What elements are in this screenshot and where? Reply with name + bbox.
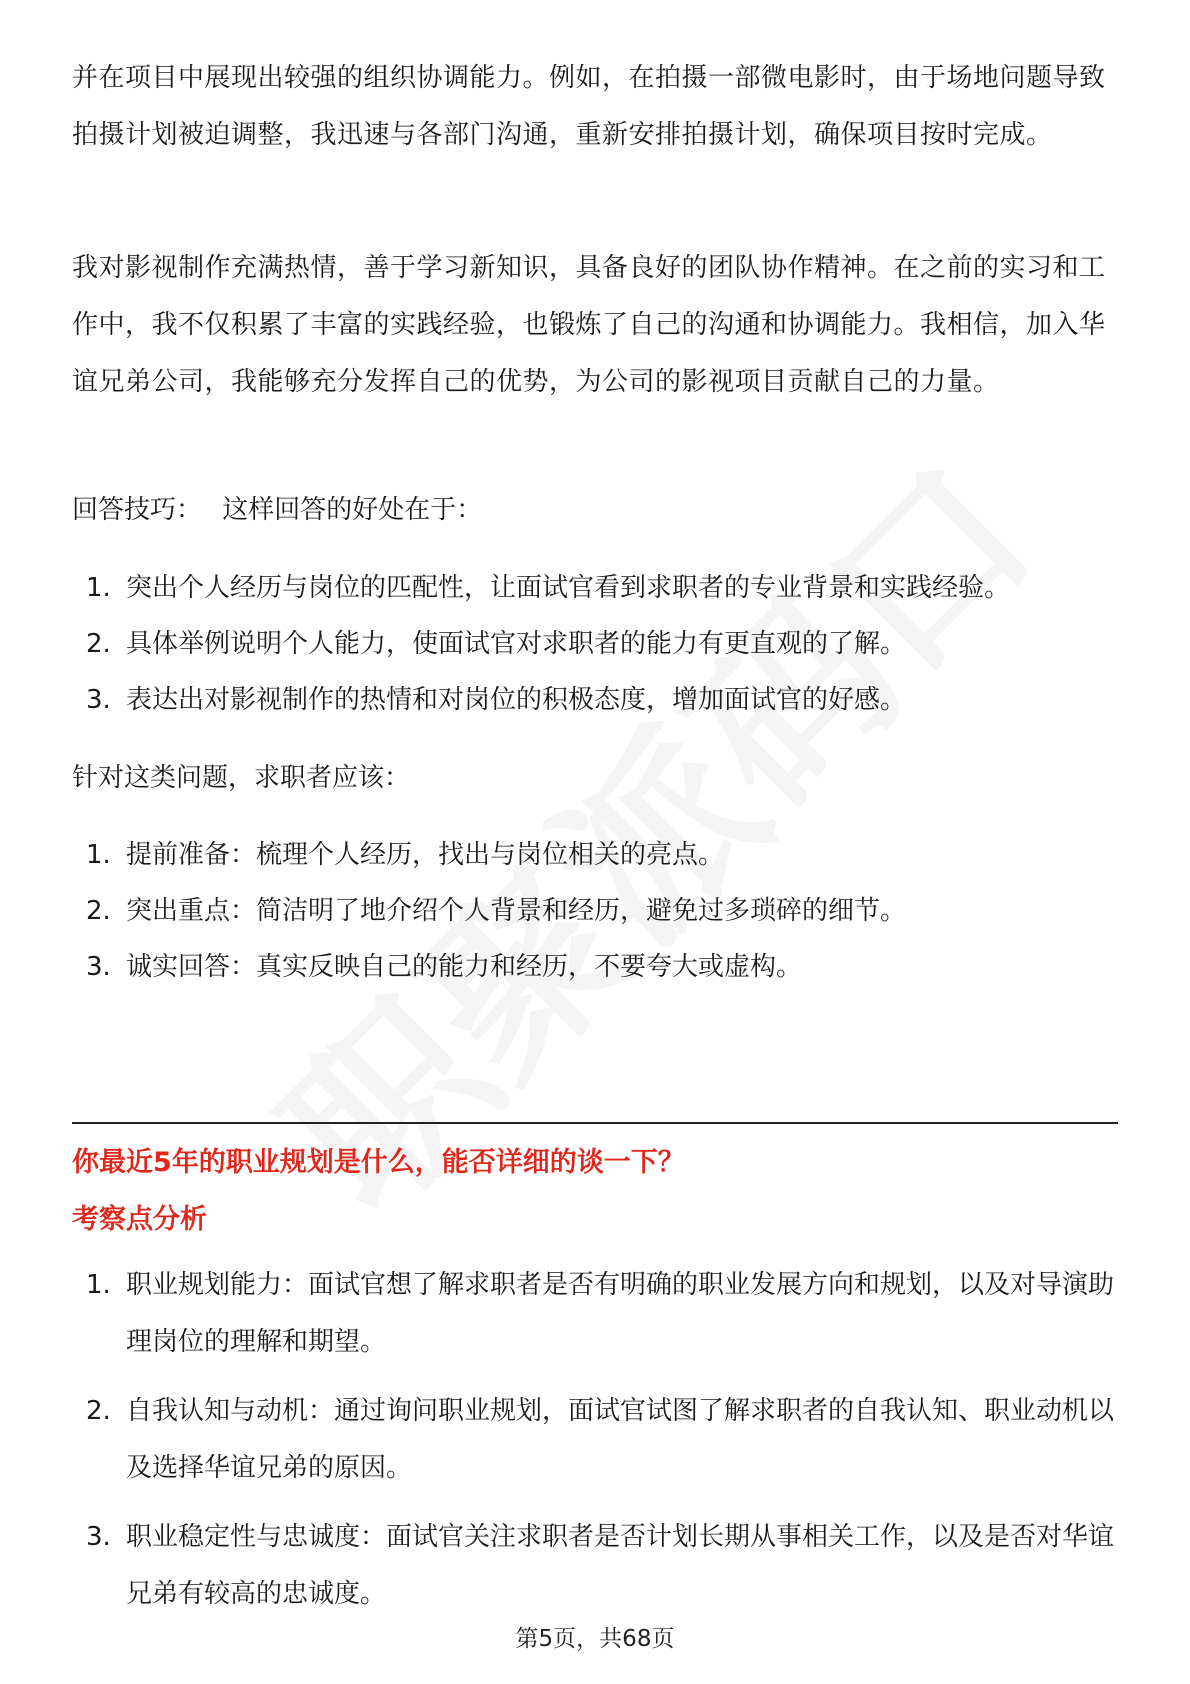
list-number: 1. [86, 573, 111, 603]
list-text: 具体举例说明个人能力，使面试官对求职者的能力有更直观的了解。 [126, 629, 907, 659]
list-text: 诚实回答：真实反映自己的能力和经历，不要夸大或虚构。 [126, 952, 803, 982]
list-number: 3. [86, 952, 111, 982]
list-text: 自我认知与动机：通过询问职业规划，面试官试图了解求职者的自我认知、职业动机以及选择华谊兄弟的原因。 [126, 1396, 1115, 1483]
advice-intro: 针对这类问题，求职者应该： [72, 763, 411, 793]
tips-label: 回答技巧： [72, 495, 203, 525]
paragraph-passion: 我对影视制作充满热情，善于学习新知识，具备良好的团队协作精神。在之前的实习和工作中，我不仅积累了丰富的实践经验，也锻炼了自己的沟通和协调能力。我相信，加入华谊兄弟公司，我能够充分发挥自己的优势，为公司的影视项目贡献自己的力量。 [72, 253, 1106, 397]
advice-list [72, 827, 1117, 995]
list-item [72, 616, 1117, 672]
list-text: 职业稳定性与忠诚度：面试官关注求职者是否计划长期从事相关工作，以及是否对华谊兄弟有较高的忠诚度。 [126, 1522, 1115, 1609]
list-item [72, 883, 1117, 939]
tips-list [72, 560, 1117, 728]
list-text: 表达出对影视制作的热情和对岗位的积极态度，增加面试官的好感。 [126, 685, 907, 715]
tips-heading [72, 490, 482, 530]
list-item [72, 1257, 1117, 1371]
paragraph-experience: 并在项目中展现出较强的组织协调能力。例如，在拍摄一部微电影时，由于场地问题导致拍摄计划被迫调整，我迅速与各部门沟通，重新安排拍摄计划，确保项目按时完成。 [72, 63, 1106, 150]
list-item [72, 1509, 1117, 1623]
list-number: 2. [86, 1396, 111, 1426]
list-text: 突出重点：简洁明了地介绍个人背景和经历，避免过多琐碎的细节。 [126, 896, 907, 926]
list-item [72, 560, 1117, 616]
question-title: 你最近5年的职业规划是什么，能否详细的谈一下？ [72, 1147, 685, 1178]
page-number: 第5页，共68页 [515, 1626, 675, 1652]
analysis-title: 考察点分析 [72, 1204, 207, 1235]
tips-intro: 这样回答的好处在于： [222, 495, 483, 525]
list-text: 提前准备：梳理个人经历，找出与岗位相关的亮点。 [126, 840, 725, 870]
list-item [72, 1383, 1117, 1497]
list-item [72, 827, 1117, 883]
analysis-list [72, 1257, 1117, 1635]
list-number: 1. [86, 840, 111, 870]
list-number: 1. [86, 1270, 111, 1300]
list-text: 突出个人经历与岗位的匹配性，让面试官看到求职者的专业背景和实践经验。 [126, 573, 1011, 603]
list-number: 2. [86, 896, 111, 926]
list-item [72, 672, 1117, 728]
list-number: 3. [86, 1522, 111, 1552]
list-number: 3. [86, 685, 111, 715]
section-divider [72, 1122, 1118, 1124]
list-number: 2. [86, 629, 111, 659]
list-text: 职业规划能力：面试官想了解求职者是否有明确的职业发展方向和规划，以及对导演助理岗位的理解和期望。 [126, 1270, 1115, 1357]
list-item [72, 939, 1117, 995]
